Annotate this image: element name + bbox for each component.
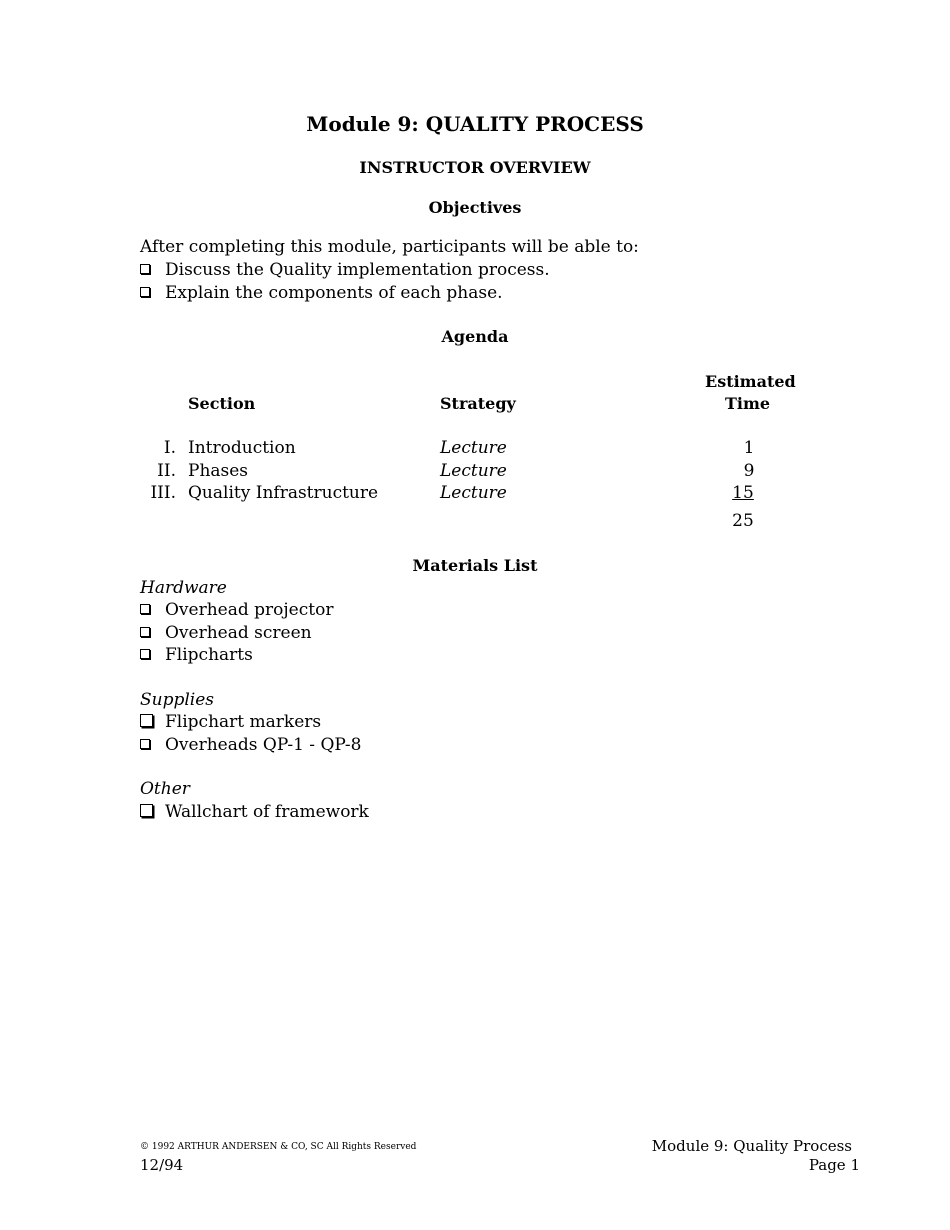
agenda-col-strategy: Strategy [440, 394, 516, 413]
checkbox-icon [140, 714, 153, 727]
objective-item: Explain the components of each phase. [140, 283, 503, 303]
checkbox-icon [140, 649, 150, 659]
agenda-row-strategy: Lecture [440, 438, 507, 458]
agenda-row-number: II. [157, 461, 176, 481]
agenda-row-section: Quality Infrastructure [188, 483, 379, 503]
list-item: Overheads QP-1 - QP-8 [140, 735, 361, 755]
checkbox-icon [140, 804, 153, 817]
agenda-row-time: 9 [743, 461, 755, 481]
checkbox-icon [140, 627, 150, 637]
agenda-row-section: Introduction [188, 438, 296, 458]
supplies-label: Supplies [140, 690, 215, 710]
list-item: Flipchart markers [140, 712, 321, 732]
agenda-col-section: Section [188, 394, 256, 413]
footer-copyright: © 1992 ARTHUR ANDERSEN & CO, SC All Rights Reserved [140, 1142, 417, 1152]
page-subtitle: INSTRUCTOR OVERVIEW [359, 158, 591, 177]
agenda-row-strategy: Lecture [440, 461, 507, 481]
agenda-heading: Agenda [441, 327, 509, 346]
checkbox-icon [140, 264, 150, 274]
agenda-row-number: III. [150, 483, 176, 503]
objective-item: Discuss the Quality implementation process. [140, 260, 550, 280]
list-item: Overhead screen [140, 623, 312, 643]
checkbox-icon [140, 739, 150, 749]
agenda-row-section: Phases [188, 461, 249, 481]
page-title: Module 9: QUALITY PROCESS [306, 112, 644, 136]
footer-module: Module 9: Quality Process [651, 1137, 852, 1155]
objectives-heading: Objectives [428, 198, 522, 217]
materials-heading: Materials List [412, 556, 538, 575]
other-label: Other [140, 779, 190, 799]
list-item: Wallchart of framework [140, 802, 369, 822]
checkbox-icon [140, 604, 150, 614]
footer-page-number: Page 1 [808, 1156, 860, 1174]
list-item: Flipcharts [140, 645, 253, 665]
agenda-row-strategy: Lecture [440, 483, 507, 503]
objectives-intro: After completing this module, participants will be able to: [140, 237, 639, 257]
agenda-row-time: 1 [743, 438, 755, 458]
agenda-row-time: 15 [732, 483, 754, 503]
footer-date: 12/94 [140, 1156, 184, 1174]
list-item: Overhead projector [140, 600, 333, 620]
agenda-col-time-line2: Time [725, 394, 771, 413]
agenda-col-time-line1: Estimated [705, 372, 796, 391]
agenda-row-number: I. [163, 438, 176, 458]
agenda-total-time: 25 [732, 511, 754, 531]
hardware-label: Hardware [140, 578, 227, 598]
checkbox-icon [140, 287, 150, 297]
